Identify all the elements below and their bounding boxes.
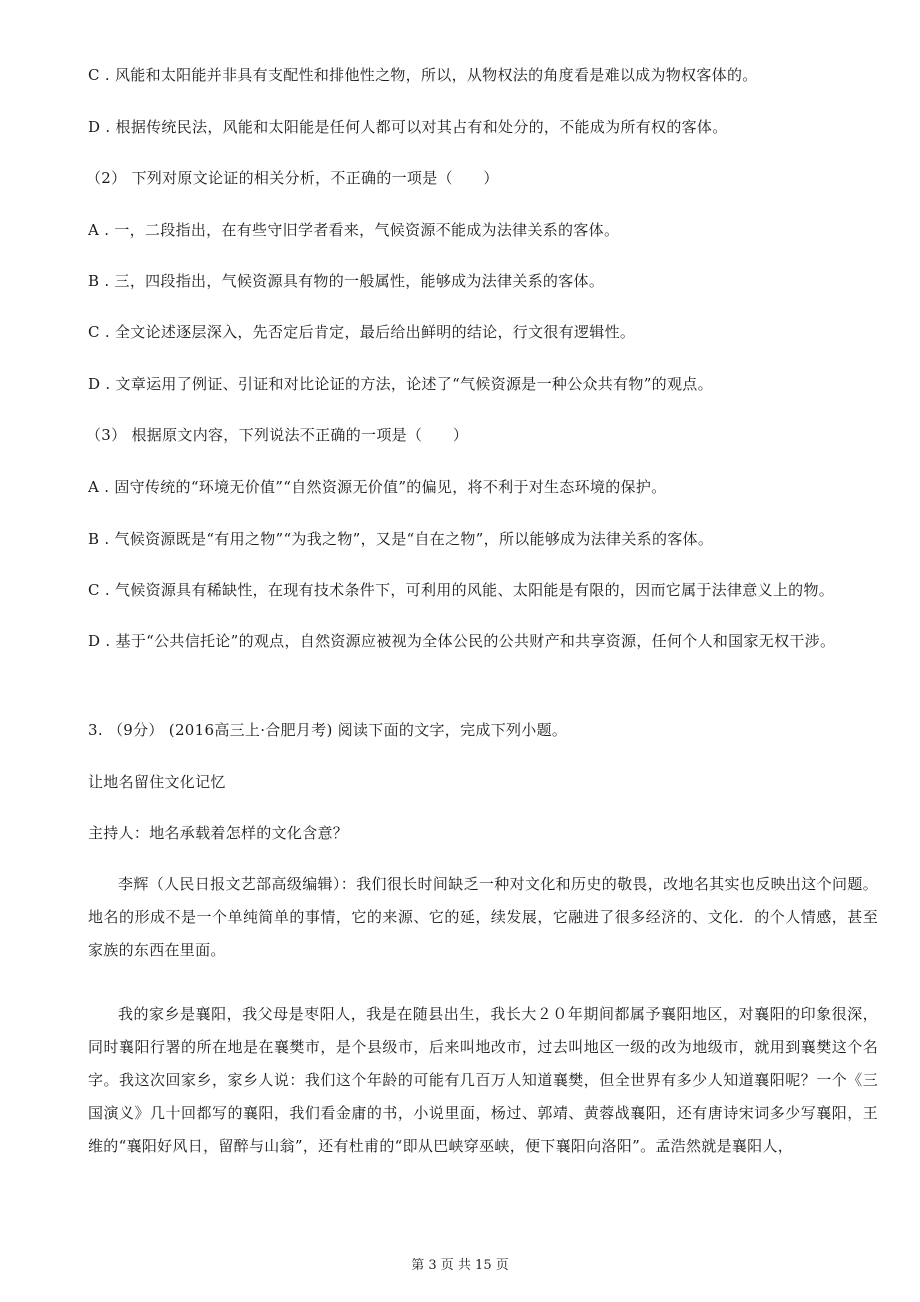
page-footer: 第 3 页 共 15 页 <box>411 1258 509 1273</box>
paragraph-hometown: 我的家乡是襄阳，我父母是枣阳人，我是在随县出生，我长大２０年期间都属予襄阳地区，对襄阳的印象很深，同时襄阳行署的所在地是在襄樊市，是个县级市，后来叫地改市，过去叫地区一级的改为地级市，就用到襄樊这个名字。我这次回家乡，家乡人说：我们这个年龄的可能有几百万人知道襄樊，但全世界有多少人知道襄阳呢？一个《三国演义》几十回都写的襄阳，我们看金庸的书，小说里面，杨过、郭靖、黄蓉战襄阳，还有唐诗宋词多少写襄阳，王维的“襄阳好风日，留醉与山翁”，还有杜甫的“即从巴峡穿巫峡，便下襄阳向洛阳”。孟浩然就是襄阳人， <box>88 1005 878 1155</box>
option-b-q3: B . 气候资源既是“有用之物”“为我之物”，又是“自在之物”，所以能够成为法律关系的客体。 <box>88 530 714 548</box>
article-title: 让地名留住文化记忆 <box>88 773 226 791</box>
option-d-q3: D . 基于“公共信托论”的观点，自然资源应被视为全体公民的公共财产和共享资源，任何个人和国家无权干涉。 <box>88 632 836 650</box>
option-a-q2: A . 一，二段指出，在有些守旧学者看来，气候资源不能成为法律关系的客体。 <box>88 221 620 239</box>
option-c-q1: C . 风能和太阳能并非具有支配性和排他性之物，所以，从物权法的角度看是难以成为物权客体的。 <box>88 66 758 84</box>
question-2-stem: （2） 下列对原文论证的相关分析，不正确的一项是（ ） <box>86 169 499 187</box>
option-d-q2: D . 文章运用了例证、引证和对比论证的方法，论述了“气候资源是一种公众共有物”的观点。 <box>88 375 713 393</box>
option-b-q2: B . 三，四段指出，气候资源具有物的一般属性，能够成为法律关系的客体。 <box>88 272 605 290</box>
paragraph-li-hui: 李辉（人民日报文艺部高级编辑）：我们很长时间缺乏一种对文化和历史的敬畏，改地名其实也反映出这个问题。地名的形成不是一个单纯简单的事情，它的来源、它的延，续发展，它融进了很多经济的、文化．的个人情感，甚至家族的东西在里面。 <box>88 875 878 959</box>
question-3-stem: （3） 根据原文内容，下列说法不正确的一项是（ ） <box>86 426 469 444</box>
option-c-q3: C . 气候资源具有稀缺性，在现有技术条件下，可利用的风能、太阳能是有限的，因而它属于法律意义上的物。 <box>88 581 835 599</box>
option-c-q2: C . 全文论述逐层深入，先否定后肯定，最后给出鲜明的结论，行文很有逻辑性。 <box>88 323 636 341</box>
question-3-header: 3. （9分） (2016高三上·合肥月考) 阅读下面的文字，完成下列小题。 <box>88 721 568 739</box>
option-d-q1: D . 根据传统民法，风能和太阳能是任何人都可以对其占有和处分的，不能成为所有权的客体。 <box>88 118 728 136</box>
option-a-q3: A . 固守传统的“环境无价值”“自然资源无价值”的偏见，将不利于对生态环境的保护。 <box>88 478 667 496</box>
host-question: 主持人：地名承载着怎样的文化含意？ <box>88 824 349 842</box>
